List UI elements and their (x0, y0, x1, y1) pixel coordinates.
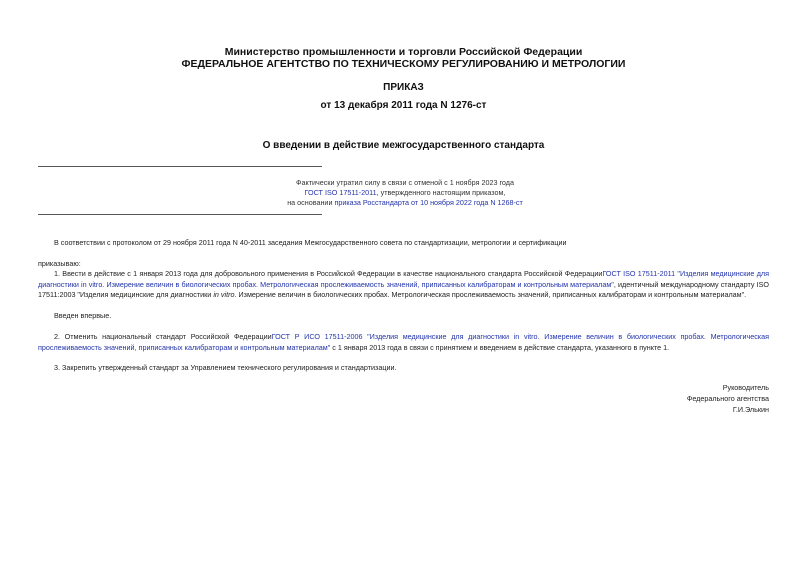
status-note-line2 (220, 188, 590, 199)
item-1-text-c: . Измерение величин в биологических пробах. Метрологическая прослеживаемость значений, приписанных калибраторам и контрольным материалам". (234, 290, 747, 299)
intro-paragraph: В соответствии с протоколом от 29 ноября 2011 года N 40-2011 заседания Межгосударственного совета по стандартизации, метрологии и сертификации (54, 238, 567, 247)
item-2-text-b: с 1 января 2013 года в связи с принятием и введением в действие стандарта, указанного в пункте 1. (330, 342, 670, 352)
item-1-italic: in vitro (213, 290, 235, 299)
signature-agency: Федерального агентства (686, 394, 769, 403)
item-1-text-b: , идентичный международному стандарту ISO 17511:2003 "Изделия медицинские для диагностики (38, 279, 769, 299)
gost-iso-17511-2011-link[interactable]: ГОСТ ISO 17511-2011 (304, 188, 377, 197)
gost-iso-17511-2011-standard-link[interactable]: ГОСТ ISO 17511-2011 "Изделия медицинские для диагностики in vitro. Измерение величин в биологических пробах. Метрологическая прослеживаемость значений, приписанных калибраторам и контрольным материалам" (38, 269, 769, 289)
order-word: приказываю: (38, 259, 81, 268)
item-1-text-a: 1. Ввести в действие с 1 января 2013 года для добровольного применения в Российской Федерации в качестве национального стандарта Российской Федерации (54, 269, 603, 278)
signature-name: Г.И.Элькин (732, 405, 769, 414)
gost-r-iso-17511-2006-link[interactable]: ГОСТ Р ИСО 17511-2006 "Изделия медицинские для диагностики in vitro. Измерение величин в биологических пробах. Метрологическая прослеживаемость значений, приписанных калибраторам и контрольным материалам" (38, 332, 769, 352)
divider-bottom (38, 214, 322, 215)
rosstandart-order-link[interactable]: приказа Росстандарта от 10 ноября 2022 года N 1268-ст (334, 198, 523, 207)
item-1-paragraph (38, 269, 769, 301)
status-note-line3-text: на основании (287, 198, 335, 207)
status-note-line2-text: , утвержденного настоящим приказом, (376, 188, 506, 197)
item-2-text-a: 2. Отменить национальный стандарт Российской Федерации (54, 332, 272, 341)
divider-top (38, 166, 322, 167)
doc-subject: О введении в действие межгосударственного стандарта (262, 140, 545, 151)
item-3-paragraph: 3. Закрепить утвержденный стандарт за Управлением технического регулирования и стандартизации. (54, 363, 397, 372)
status-note-line1: Фактически утратил силу в связи с отменой с 1 ноября 2023 года (296, 178, 514, 187)
doc-type-title: ПРИКАЗ (383, 82, 424, 93)
status-note-line3 (220, 198, 590, 209)
doc-date-number: от 13 декабря 2011 года N 1276-ст (320, 100, 487, 111)
agency-title: ФЕДЕРАЛЬНОЕ АГЕНТСТВО ПО ТЕХНИЧЕСКОМУ РЕГУЛИРОВАНИЮ И МЕТРОЛОГИИ (181, 58, 626, 70)
introduced-first-note: Введен впервые. (54, 311, 112, 320)
item-2-paragraph (38, 332, 769, 353)
ministry-title: Министерство промышленности и торговли Российской Федерации (224, 46, 583, 58)
signature-role: Руководитель (722, 383, 769, 392)
